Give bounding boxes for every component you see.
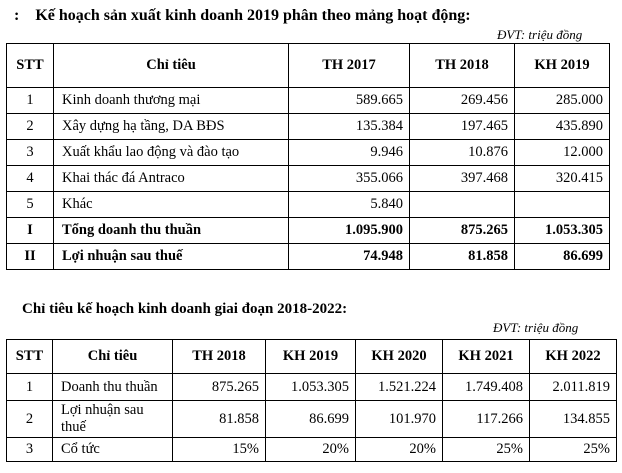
cell-chi-tieu: Khai thác đá Antraco: [54, 166, 289, 192]
header-th-2018: TH 2018: [410, 44, 515, 88]
business-plan-table: [6, 339, 617, 462]
header-kh-2019: KH 2019: [515, 44, 610, 88]
table-row: [7, 88, 610, 114]
cell-value: 86.699: [515, 244, 610, 270]
cell-value: 134.855: [530, 401, 617, 438]
cell-value: 101.970: [356, 401, 443, 438]
header-kh-2020: KH 2020: [356, 340, 443, 374]
cell-stt: 4: [7, 166, 54, 192]
cell-value: 9.946: [289, 140, 410, 166]
table-row-total-revenue: [7, 218, 610, 244]
cell-value: 20%: [356, 438, 443, 462]
section1-bullet: :: [14, 7, 20, 24]
cell-chi-tieu: Xây dựng hạ tầng, DA BĐS: [54, 114, 289, 140]
cell-stt: 2: [7, 401, 53, 438]
cell-stt: 1: [7, 88, 54, 114]
cell-value: 25%: [443, 438, 530, 462]
table-row: [7, 401, 617, 438]
cell-chi-tieu: Cổ tức: [53, 438, 173, 462]
cell-chi-tieu: Doanh thu thuần: [53, 374, 173, 401]
cell-value: 117.266: [443, 401, 530, 438]
cell-value: 81.858: [410, 244, 515, 270]
header-chi-tieu: Chỉ tiêu: [53, 340, 173, 374]
header-th-2017: TH 2017: [289, 44, 410, 88]
cell-value: 2.011.819: [530, 374, 617, 401]
cell-value: 589.665: [289, 88, 410, 114]
table-header-row: [7, 44, 610, 88]
cell-value: 1.749.408: [443, 374, 530, 401]
cell-value: 285.000: [515, 88, 610, 114]
header-stt: STT: [7, 340, 53, 374]
cell-chi-tieu: Lợi nhuận sau thuế: [54, 244, 289, 270]
cell-value: 397.468: [410, 166, 515, 192]
cell-chi-tieu: Tổng doanh thu thuần: [54, 218, 289, 244]
header-th-2018: TH 2018: [173, 340, 266, 374]
cell-value: [410, 192, 515, 218]
cell-value: 1.053.305: [266, 374, 356, 401]
cell-value: 435.890: [515, 114, 610, 140]
cell-value: 10.876: [410, 140, 515, 166]
cell-value: 269.456: [410, 88, 515, 114]
cell-chi-tieu: Kinh doanh thương mại: [54, 88, 289, 114]
table-row-net-profit: [7, 244, 610, 270]
cell-value: 355.066: [289, 166, 410, 192]
cell-stt: 3: [7, 438, 53, 462]
cell-stt: 5: [7, 192, 54, 218]
cell-stt: 3: [7, 140, 54, 166]
cell-stt: I: [7, 218, 54, 244]
cell-value: 875.265: [410, 218, 515, 244]
table-row: [7, 192, 610, 218]
cell-stt: II: [7, 244, 54, 270]
cell-stt: 1: [7, 374, 53, 401]
section1-title-text: Kế hoạch sản xuất kinh doanh 2019 phân theo mảng hoạt động:: [35, 7, 471, 24]
table-row: [7, 140, 610, 166]
cell-value: 81.858: [173, 401, 266, 438]
cell-value: 197.465: [410, 114, 515, 140]
section2-unit: ĐVT: triệu đồng: [493, 320, 579, 335]
cell-value: 12.000: [515, 140, 610, 166]
table-row: [7, 166, 610, 192]
cell-value: 1.095.900: [289, 218, 410, 244]
cell-value: 1.053.305: [515, 218, 610, 244]
section2-title: Chỉ tiêu kế hoạch kinh doanh giai đoạn 2018-2022:: [22, 301, 348, 317]
cell-chi-tieu: Xuất khẩu lao động và đào tạo: [54, 140, 289, 166]
cell-value: 15%: [173, 438, 266, 462]
header-kh-2019: KH 2019: [266, 340, 356, 374]
cell-value: 5.840: [289, 192, 410, 218]
cell-value: [515, 192, 610, 218]
header-chi-tieu: Chỉ tiêu: [54, 44, 289, 88]
header-kh-2021: KH 2021: [443, 340, 530, 374]
section1-title: [14, 7, 471, 25]
table-row: [7, 114, 610, 140]
cell-value: 25%: [530, 438, 617, 462]
header-stt: STT: [7, 44, 54, 88]
cell-chi-tieu: Lợi nhuận sau thuế: [53, 401, 173, 438]
cell-stt: 2: [7, 114, 54, 140]
table-row: [7, 438, 617, 462]
cell-value: 86.699: [266, 401, 356, 438]
section1-unit: ĐVT: triệu đồng: [497, 27, 583, 42]
production-plan-table: [6, 43, 610, 270]
cell-value: 1.521.224: [356, 374, 443, 401]
cell-value: 875.265: [173, 374, 266, 401]
cell-value: 74.948: [289, 244, 410, 270]
cell-value: 20%: [266, 438, 356, 462]
table-header-row: [7, 340, 617, 374]
cell-value: 135.384: [289, 114, 410, 140]
table-row: [7, 374, 617, 401]
cell-value: 320.415: [515, 166, 610, 192]
header-kh-2022: KH 2022: [530, 340, 617, 374]
cell-chi-tieu: Khác: [54, 192, 289, 218]
